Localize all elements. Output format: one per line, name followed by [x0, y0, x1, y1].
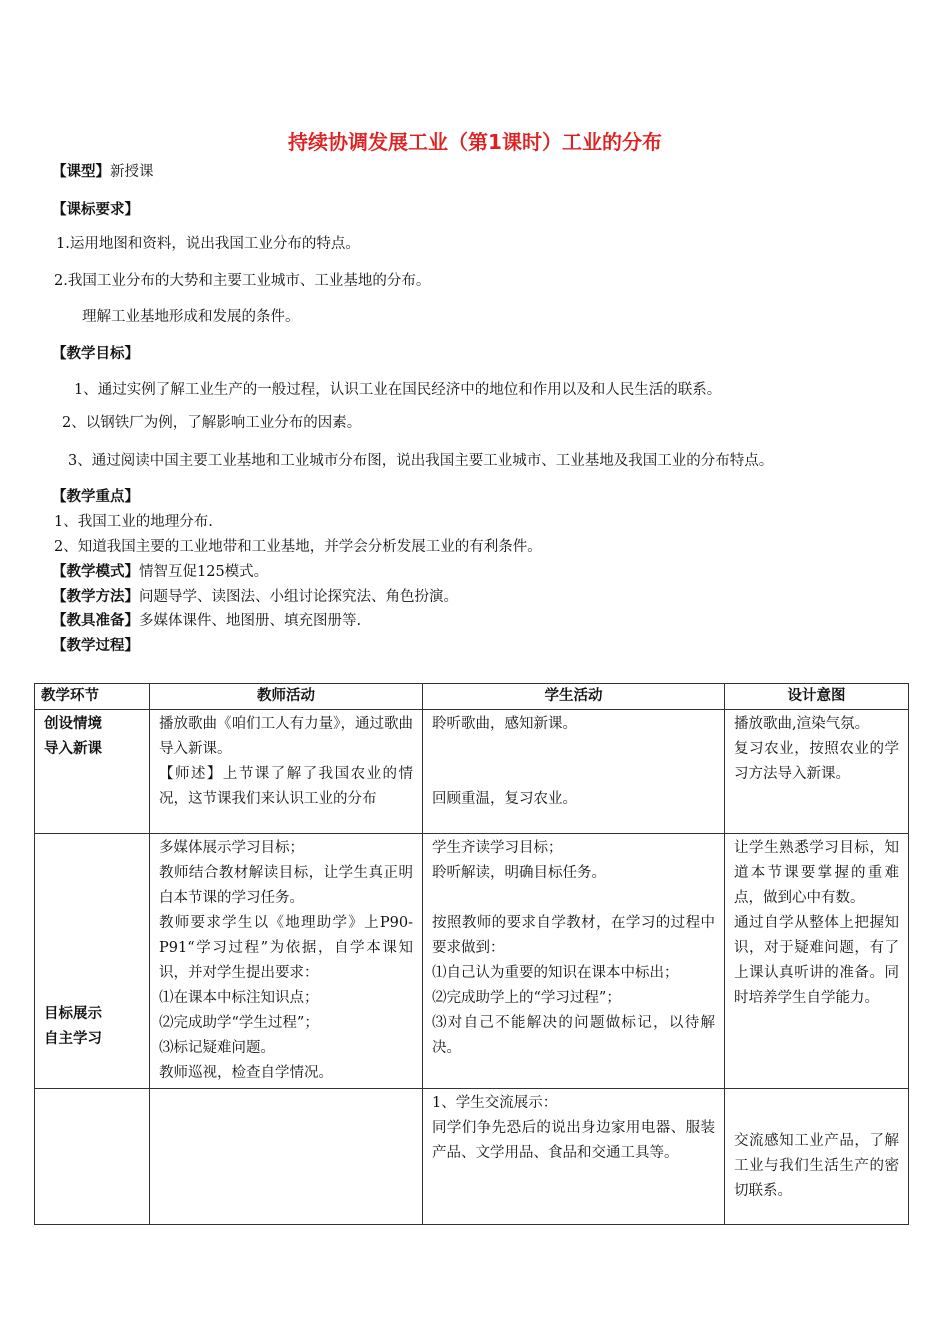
header-intent: 设计意图 [725, 684, 909, 710]
lesson-type-label: 【课型】 [52, 164, 110, 180]
standard-item: 理解工业基地形成和发展的条件。 [82, 309, 300, 325]
student-text: 学生齐读学习目标； [432, 840, 563, 856]
stage-line: 导入新课 [44, 741, 102, 757]
process-label: 【教学过程】 [52, 638, 139, 654]
intent-cell [725, 1089, 909, 1225]
objective-item: 2、以钢铁厂为例，了解影响工业分布的因素。 [62, 415, 362, 431]
objective-item: 1、通过实例了解工业生产的一般过程，认识工业在国民经济中的地位和作用以及和人民生活的联系。 [74, 382, 722, 398]
mode-value: 情智互促125模式。 [139, 564, 269, 580]
intent-text: 交流感知工业产品，了解工业与我们生活生产的密切联系。 [734, 1133, 899, 1199]
student-text: ⑶对自己不能解决的问题做标记，以待解决。 [432, 1015, 715, 1056]
stage-line: 目标展示 [44, 1006, 102, 1022]
teaching-tools [52, 612, 361, 630]
stage-line: 创设情境 [44, 716, 102, 732]
page-title: 持续协调发展工业（第1课时）工业的分布 [288, 130, 662, 154]
teacher-text: 教师结合教材解读目标，让学生真正明白本节课的学习任务。 [159, 865, 413, 906]
header-stage: 教学环节 [35, 684, 150, 710]
intent-text: 通过自学从整体上把握知识，对于疑难问题，有了上课认真听讲的准备。同时培养学生自学能力。 [734, 915, 899, 1006]
teacher-cell [150, 710, 423, 834]
student-text: 按照教师的要求自学教材，在学习的过程中要求做到： [432, 915, 715, 956]
student-text: 1、学生交流展示： [432, 1095, 558, 1111]
teacher-text: 多媒体展示学习目标； [159, 840, 304, 856]
student-cell [423, 834, 725, 1089]
intent-text: 播放歌曲,渲染气氛。 [734, 716, 870, 732]
student-text: 聆听解读，明确目标任务。 [432, 865, 606, 881]
objective-item: 3、通过阅读中国主要工业基地和工业城市分布图，说出我国主要工业城市、工业基地及我国工业的分布特点。 [68, 453, 774, 469]
key-point-item: 2、知道我国主要的工业地带和工业基地，并学会分析发展工业的有利条件。 [54, 539, 542, 555]
table-row [35, 834, 909, 1089]
process-table [34, 683, 909, 1225]
teaching-methods [52, 588, 458, 606]
stage-cell [35, 1089, 150, 1225]
intent-cell [725, 710, 909, 834]
tools-value: 多媒体课件、地图册、填充图册等. [139, 613, 362, 629]
student-text: ⑵完成助学上的“学习过程”； [432, 990, 621, 1006]
key-points-label: 【教学重点】 [52, 489, 139, 505]
tools-label: 【教具准备】 [52, 613, 139, 629]
stage-line: 自主学习 [44, 1031, 102, 1047]
lesson-type-value: 新授课 [110, 164, 154, 180]
stage-cell [35, 710, 150, 834]
standard-item: 1.运用地图和资料，说出我国工业分布的特点。 [56, 236, 360, 252]
methods-label: 【教学方法】 [52, 589, 139, 605]
table-row [35, 1089, 909, 1225]
teacher-cell [150, 1089, 423, 1225]
teacher-text: ⑴在课本中标注知识点； [159, 990, 319, 1006]
mode-label: 【教学模式】 [52, 564, 139, 580]
intent-text: 让学生熟悉学习目标，知道本节课要掌握的重难点，做到心中有数。 [734, 840, 899, 906]
header-student: 学生活动 [423, 684, 725, 710]
standard-item: 2.我国工业分布的大势和主要工业城市、工业基地的分布。 [54, 273, 431, 289]
header-teacher: 教师活动 [150, 684, 423, 710]
student-cell [423, 710, 725, 834]
table-header-row [35, 684, 909, 710]
student-text: 同学们争先恐后的说出身边家用电器、服装产品、文学用品、食品和交通工具等。 [432, 1120, 715, 1161]
teacher-text: ⑵完成助学“学生过程”； [159, 1015, 319, 1031]
student-cell [423, 1089, 725, 1225]
teacher-text: ⑶标记疑难问题。 [159, 1040, 275, 1056]
objectives-label: 【教学目标】 [52, 346, 139, 362]
lesson-type [52, 163, 154, 181]
teacher-text: 教师巡视，检查自学情况。 [159, 1065, 333, 1081]
stage-cell [35, 834, 150, 1089]
intent-text: 复习农业，按照农业的学习方法导入新课。 [734, 741, 899, 782]
teacher-text: 教师要求学生以《地理助学》上P90-P91“学习过程”为依据，自学本课知识，并对学生提出要求： [159, 915, 413, 981]
teaching-mode [52, 563, 268, 581]
key-point-item: 1、我国工业的地理分布. [54, 514, 213, 530]
teacher-text: 【师述】上节课了解了我国农业的情况，这节课我们来认识工业的分布 [159, 766, 413, 807]
teacher-cell [150, 834, 423, 1089]
student-text: 回顾重温，复习农业。 [432, 791, 577, 807]
standards-label: 【课标要求】 [52, 202, 139, 218]
teacher-text: 播放歌曲《咱们工人有力量》，通过歌曲导入新课。 [159, 716, 413, 757]
table-row [35, 710, 909, 834]
student-text: ⑴自己认为重要的知识在课本中标出； [432, 965, 679, 981]
methods-value: 问题导学、读图法、小组讨论探究法、角色扮演。 [139, 589, 458, 605]
intent-cell [725, 834, 909, 1089]
student-text: 聆听歌曲，感知新课。 [432, 716, 577, 732]
